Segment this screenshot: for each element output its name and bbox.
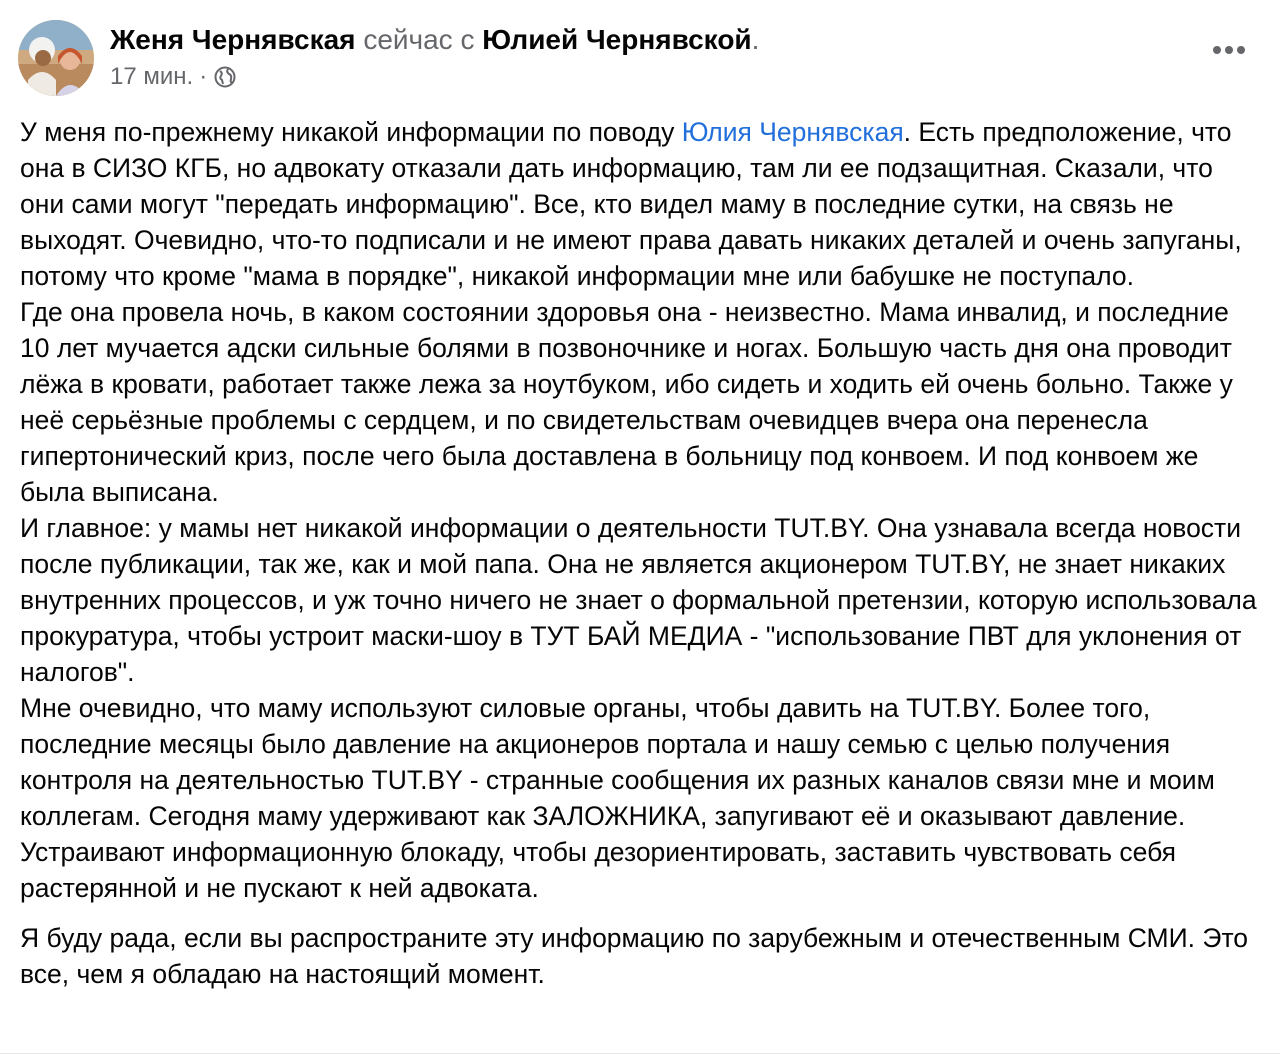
post-subline: [110, 62, 759, 92]
title-period: .: [751, 24, 760, 55]
author-name[interactable]: Женя Чернявская: [110, 24, 356, 55]
paragraph-4: Мне очевидно, что маму используют силовые органы, чтобы давить на TUT.BY. Более того, последние месяцы было давление на акционеров портала и нашу семью с целью получения контроля на деятельностью TUT.BY - странные сообщения их разных каналов связи мне и моим коллегам. Сегодня маму удерживают как ЗАЛОЖНИКА, запугивают её и оказывают давление. Устраивают информационную блокаду, чтобы дезориентировать, заставить чувствовать себя растерянной и не пускают к ней адвоката.: [20, 693, 1215, 903]
paragraph-1-after: . Есть предположение, что она в СИЗО КГБ, но адвокату отказали дать информацию, там ли ее подзащитная. Сказали, что они сами могут "передать информацию". Все, кто видел маму в последние сутки, на связь не выходят. Очевидно, что-то подписали и не имеют права давать никаких деталей и очень запуганы, потому что кроме "мама в порядке", никакой информации мне или бабушке не поступало.: [20, 117, 1242, 291]
activity-text: сейчас с: [363, 24, 475, 55]
divider: [0, 1053, 1280, 1054]
paragraph-1: [20, 114, 1260, 294]
mention-link[interactable]: Юлия Чернявская: [681, 117, 904, 147]
globe-icon[interactable]: [213, 65, 237, 89]
post-body: [20, 114, 1260, 992]
avatar[interactable]: [18, 20, 94, 96]
post-header: [18, 18, 1260, 98]
paragraph-2: Где она провела ночь, в каком состоянии здоровья она - неизвестно. Мама инвалид, и последние 10 лет мучается адски сильные болями в позвоночнике и ногах. Большую часть дня она проводит лёжа в кровати, работает также лежа за ноутбуком, ибо сидеть и ходить ей очень больно. Также у неё серьёзные проблемы с сердцем, и по свидетельствам очевидцев вчера она перенесла гипертонический криз, после чего была доставлена в больницу под конвоем. И под конвоем же была выписана.: [20, 297, 1233, 507]
more-horizontal-icon[interactable]: [1212, 40, 1246, 60]
post-meta: [110, 22, 759, 92]
paragraph-3: И главное: у мамы нет никакой информации о деятельности TUT.BY. Она узнавала всегда новости после публикации, так же, как и мой папа. Она не является акционером TUT.BY, не знает никаких внутренних процессов, и уж точно ничего не знает о формальной претензии, которую использовала прокуратура, чтобы устроит маски-шоу в ТУТ БАЙ МЕДИА - "использование ПВТ для уклонения от налогов".: [20, 513, 1257, 687]
separator-dot: ·: [199, 63, 208, 90]
paragraph-1-before: У меня по-прежнему никакой информации по поводу: [20, 117, 682, 147]
post-timestamp[interactable]: 17 мин.: [110, 63, 194, 90]
paragraph-5: Я буду рада, если вы распространите эту информацию по зарубежным и отечественным СМИ. Это все, чем я обладаю на настоящий момент.: [20, 923, 1249, 989]
tagged-person[interactable]: Юлией Чернявской: [482, 24, 752, 55]
post-title-line: [110, 22, 759, 58]
avatar-photo: [18, 20, 94, 96]
